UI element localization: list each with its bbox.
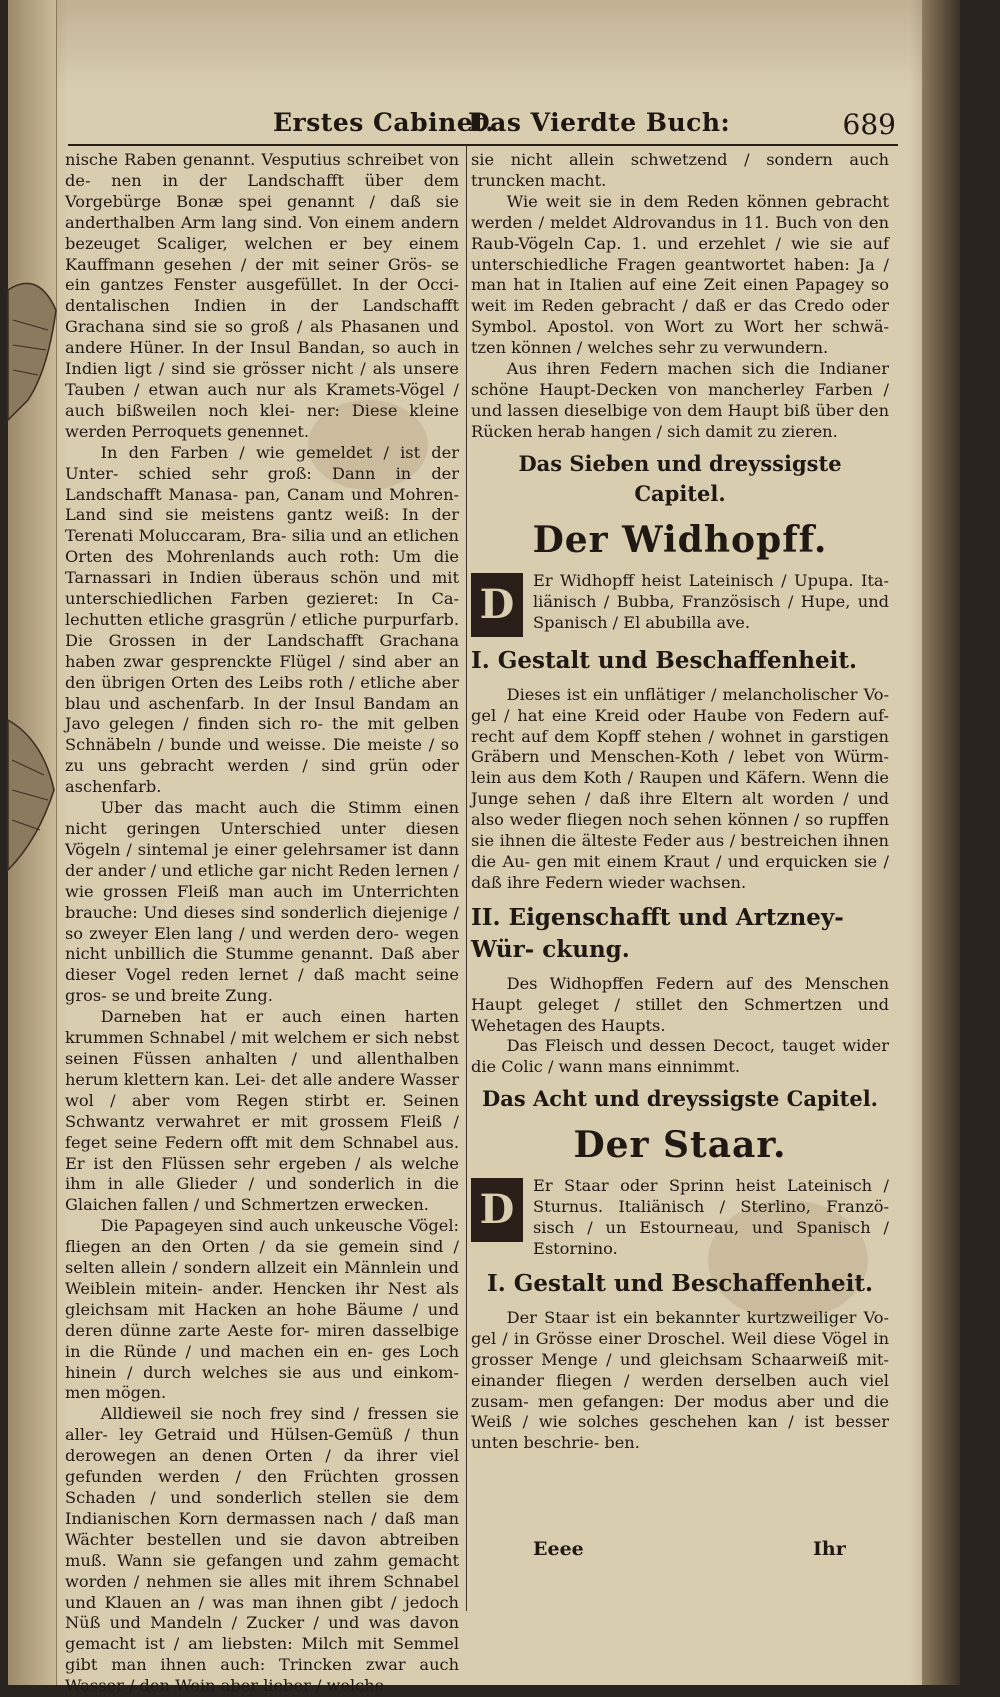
intro-text: Er Widhopff heist Lateinisch / Upupa. Ita- liänisch / Bubba, Französisch / Hupe, und Spanisch / El abubilla ave. [533,570,889,632]
paragraph: Das Fleisch und dessen Decoct, tauget wider die Colic / wann mans einnimmt. [471,1036,889,1077]
chapter-intro [471,1176,889,1260]
chapter-title: Der Widhopff. [532,518,828,561]
header-rule [68,144,898,146]
paragraph: Die Papageyen sind auch unkeusche Vögel: fliegen an den Orten / da sie gemein sind / selten allein / sondern allzeit ein Männlein und Weiblein mitein- ander. Hencken ihr Nest als gleichsam mit Hacken an hohe Bäume / und deren dünne zarte Aeste for- miren dasselbige in die Ründe / und machen ein en- ges Loch hinein / durch welches sie aus und einkom- men mögen. [65,1216,459,1403]
section-heading: I. Gestalt und Beschaffenheit. [471,646,858,674]
book-page [8,0,960,1696]
drop-cap: D [471,573,523,637]
intro-text: Er Staar oder Sprinn heist Lateinisch / Sturnus. Italiänisch / Sterlino, Franzö- sisch / un Estourneau, und Spanisch / Estornino. [533,1176,889,1258]
paragraph: nische Raben genannt. Vesputius schreibet von de- nen in der Landschafft über dem Vorgebürge Bonæ spei genannt / daß sie anderthalben Arm lang sind. Von einem andern bezeuget Scaliger, welchen er bey einem Kauffmann gesehen / der mit seiner Grös- se ein gantzes Fenster ausgefüllet. In der Occi- dentalischen Indien in der Landschafft Grachana sind sie so groß / als Phasanen und andere Hüner. In der Insul Bandan, so auch in Indien ligt / sind sie grösser nicht / als unsere Tauben / etwan auch nur als Kramets-Vögel / auch bißweilen noch klei- ner: Diese kleine werden Perroquets genennet. [65,150,459,441]
left-column [65,150,459,1697]
chapter-heading: Das Sieben und dreyssigste Capitel. [518,450,842,506]
running-header [68,102,896,146]
chapter-title: Der Staar. [573,1124,787,1167]
paragraph: Alldieweil sie noch frey sind / fressen sie aller- ley Getraid und Hülsen-Gemüß / thun derowegen an denen Orten / da ihrer viel gefunden werden / den Früchten grossen Schaden / und sonderlich stellen sie dem Indianischen Korn dermassen nach / daß man Wächter bestellen und sie davon abtreiben muß. Wann sie gefangen und zahm gemacht worden / nehmen sie alles mit ihrem Schnabel und Klauen an / was man ihnen gibt / jedoch Nüß und Mandeln / Zucker / und was davon gemacht ist / am liebsten: Milch mit Semmel gibt man ihnen auch: Trincken zwar auch Wasser / den Wein aber lieber / welche [65,1404,459,1696]
page-number: 689 [842,108,896,141]
chapter-heading: Das Acht und dreyssigste Capitel. [482,1086,878,1112]
right-column [471,150,889,1454]
catchword: Ihr [813,1538,846,1560]
right-page-edge [922,0,960,1685]
section-heading: II. Eigenschafft und Artzney-Wür- ckung. [471,903,844,963]
paragraph: Des Widhopffen Federn auf des Menschen Haupt geleget / stillet den Schmertzen und Wehetagen des Haupts. [471,973,889,1035]
signature-mark: Eeee [533,1538,584,1560]
paragraph: Uber das macht auch die Stimm einen nicht geringen Unterschied unter diesen Vögeln / sintemal je einer gelehrsamer ist dann der ander / und etliche gar nicht Reden lernen / wie grossen Fleiß man auch im Unterrichten brauche: Und dieses sind sonderlich diejenige / so zweyer Elen lang / und werden dero- wegen nicht unbillich die Stumme genannt. Daß aber dieser Vogel reden lernet / daß macht seine gros- se und breite Zung. [65,798,459,1006]
chapter-intro [471,571,889,637]
paragraph: Wie weit sie in dem Reden können gebracht werden / meldet Aldrovandus in 11. Buch von den Raub-Vögeln Cap. 1. und erzehlet / wie sie auf unterschiedliche Fragen geantwortet haben: Ja / man hat in Italien auf eine Zeit einen Papagey so weit im Reden gebracht / daß er das Credo oder Symbol. Apostol. von Wort zu Wort her schwä- tzen können / welches sehr zu verwundern. [471,191,889,358]
paragraph: Aus ihren Federn machen sich die Indianer schöne Haupt-Decken von mancherley Farben / und lassen dieselbige von dem Haupt biß über den Rücken herab hangen / sich damit zu zieren. [471,359,889,441]
header-book-title: Das Vierdte Buch: [468,108,731,137]
column-divider [466,146,467,1611]
paragraph: Darneben hat er auch einen harten krummen Schnabel / mit welchem er sich nebst seinen Füssen anhalten / und allenthalben herum klettern kan. Lei- det alle andere Wasser wol / aber vom Regen stirbt er. Seinen Schwantz verwahret er mit grossem Fleiß / feget seine Federn offt mit dem Schnabel aus. Er ist den Flüssen sehr ergeben / als welche ihm in alle Glieder / und sonderlich in die Glaichen fallen / und Schmertzen erwecken. [65,1007,459,1215]
paragraph: In den Farben / wie gemeldet / ist der Unter- schied sehr groß: Dann in der Landschafft Manasa- pan, Canam und Mohren-Land sind sie meistens gantz weiß: In der Terenati Moluccaram, Bra- silia und an etlichen Orten des Mohrenlands auch roth: Um die Tarnassari in Indien überaus schön und mit unterschiedlichen Farben gezieret: In Ca- lechutten etliche grasgrün / etliche purpurfarb. Die Grossen in der Landschafft Grachana haben zwar gesprenckte Flügel / sind aber an den übrigen Orten des Leibs roth / etliche aber blau und aschenfarb. In der Insul Bandam an Javo gelegen / finden sich ro- the mit gelben Schnäbeln / bunde und weisse. Die meiste / so zu uns gebracht werden / sind grün oder aschenfarb. [65,442,459,797]
paragraph: Der Staar ist ein bekannter kurtzweiliger Vo- gel / in Grösse einer Droschel. Weil diese Vögel in grosser Menge / und gleichsam Schaarweiß mit- einander fliegen / werden derselben auch viel zusam- men gefangen: Der modus aber und die Weiß / wie solches geschehen kan / ist besser unten beschrie- ben. [471,1307,889,1453]
bird-illustration-fragment-icon [8,700,60,880]
drop-cap: D [471,1178,523,1242]
paragraph: sie nicht allein schwetzend / sondern auch truncken macht. [471,150,889,190]
header-left-title: Erstes Cabinet. [273,108,495,137]
paragraph: Dieses ist ein unflätiger / melancholischer Vo- gel / hat eine Kreid oder Haube von Federn auf- recht auf dem Kopff stehen / wohnet in garstigen Gräbern und Menschen-Koth / lebet von Würm- lein aus dem Koth / Raupen und Käfern. Wenn die Junge sehen / daß ihre Eltern alt worden / und also weder fliegen noch sehen können / so rupffen sie ihnen die älteste Feder aus / bestreichen ihnen die Au- gen mit einem Kraut / und erquicken sie / daß ihre Federn wieder wachsen. [471,684,889,892]
bird-illustration-fragment-icon [8,250,60,440]
section-heading: I. Gestalt und Beschaffenheit. [486,1269,874,1297]
